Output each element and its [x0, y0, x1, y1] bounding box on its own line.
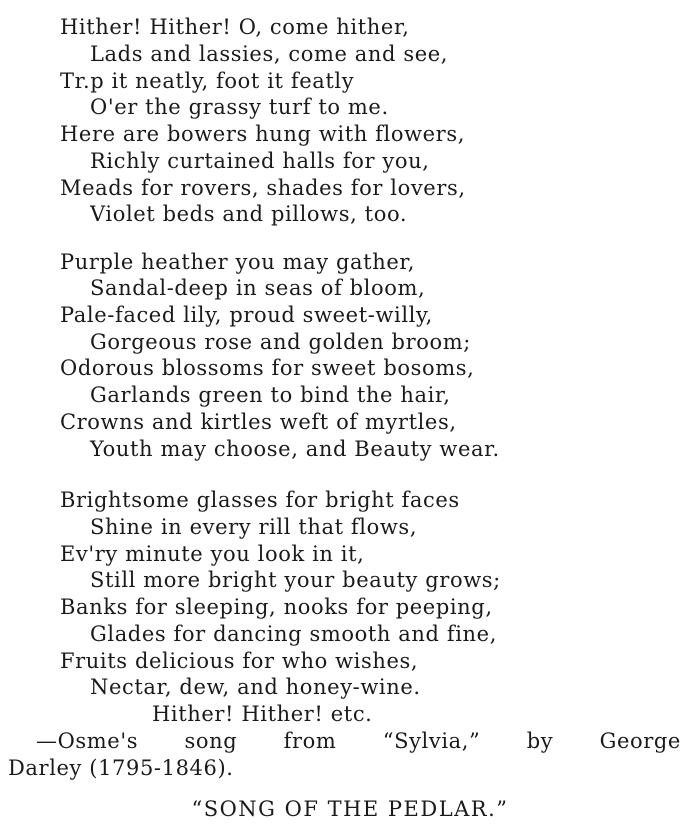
poem-line: Nectar, dew, and honey-wine.: [90, 675, 421, 699]
poem-line: Pale-faced lily, proud sweet-willy,: [60, 303, 433, 327]
poem-line: Still more bright your beauty grows;: [90, 568, 501, 592]
attribution-word: “Sylvia,”: [382, 729, 481, 753]
poem-line: Fruits delicious for who wishes,: [60, 649, 419, 673]
attribution-word: from: [283, 729, 337, 753]
poem-line: O'er the grassy turf to me.: [90, 95, 389, 119]
poem-line: Banks for sleeping, nooks for peeping,: [60, 595, 493, 619]
poem-line: Violet beds and pillows, too.: [90, 202, 408, 226]
attribution-word: George: [599, 729, 681, 753]
poem-line: Odorous blossoms for sweet bosoms,: [60, 356, 475, 380]
poem-line: Youth may choose, and Beauty wear.: [90, 437, 500, 461]
poem-line: Ev'ry minute you look in it,: [60, 542, 365, 566]
poem-refrain: Hither! Hither! etc.: [152, 702, 373, 726]
attribution-line-1: [36, 728, 681, 754]
attribution-word: —Osme's: [36, 729, 139, 753]
poem-line: Sandal-deep in seas of bloom,: [90, 276, 426, 300]
poem-line: Here are bowers hung with flowers,: [60, 122, 465, 146]
attribution-line-2: Darley (1795-1846).: [8, 756, 234, 780]
poem-line: Lads and lassies, come and see,: [90, 42, 449, 66]
poem-line: Brightsome glasses for bright faces: [60, 488, 460, 512]
poem-line: Crowns and kirtles weft of myrtles,: [60, 410, 457, 434]
attribution-word: song: [184, 729, 238, 753]
poem-line: Tr.p it neatly, foot it featly: [60, 69, 355, 93]
poem-line: Glades for dancing smooth and fine,: [90, 622, 497, 646]
poem-line: Gorgeous rose and golden broom;: [90, 330, 471, 354]
poem-line: Meads for rovers, shades for lovers,: [60, 176, 466, 200]
attribution-word: by: [526, 729, 554, 753]
poem-line: Richly curtained halls for you,: [90, 149, 430, 173]
poem-line: Hither! Hither! O, come hither,: [60, 15, 410, 39]
poem-line: Purple heather you may gather,: [60, 250, 415, 274]
next-poem-heading: “SONG OF THE PEDLAR.”: [191, 797, 509, 821]
poem-line: Garlands green to bind the hair,: [90, 383, 451, 407]
poem-line: Shine in every rill that flows,: [90, 515, 418, 539]
